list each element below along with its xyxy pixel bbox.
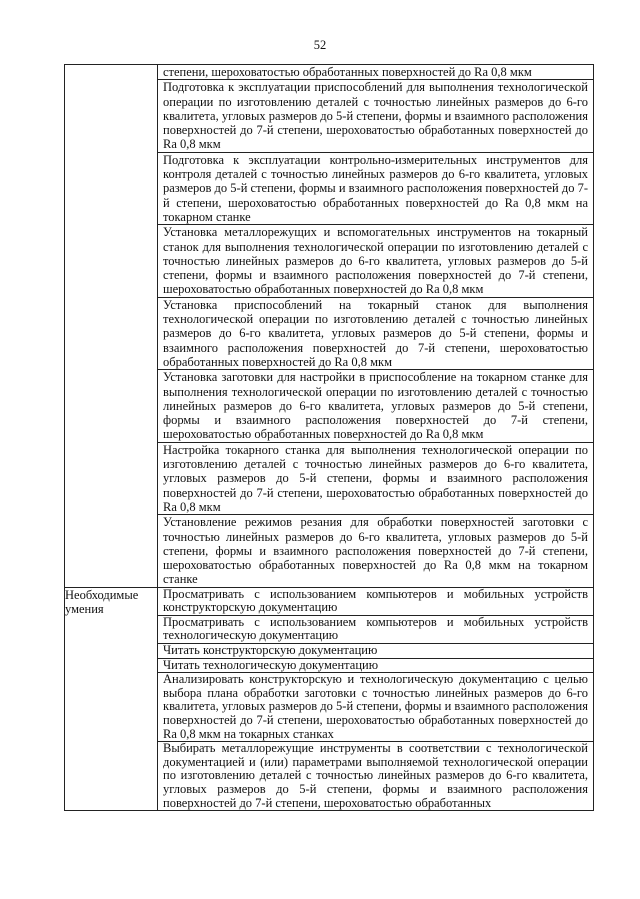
row-text: Выбирать металлорежущие инструменты в соответствии с технологической документацией и (или) параметрами выполняемой технологической операции по изготовлению деталей с точностью линейных размеров до 6-го квалитета, угловых размеров до 5-й степени, формы и взаимного расположения поверхностей до 7-й степени, шероховатостью обработанных bbox=[163, 741, 588, 810]
table-row bbox=[65, 587, 594, 615]
table-cell bbox=[158, 152, 594, 224]
table-cell bbox=[158, 65, 594, 80]
row-text: Установление режимов резания для обработки поверхностей заготовки с точностью линейных размеров до 6-го квалитета, угловых размеров до 5-й степени, формы и взаимного расположения поверхностей до 7-й степени, шероховатостью обработанных поверхностей до Ra 0,8 мкм на токарном станке bbox=[163, 515, 588, 587]
page-number: 52 bbox=[313, 38, 327, 52]
requirements-table bbox=[64, 64, 594, 811]
row-text: Подготовка к эксплуатации контрольно-измерительных инструментов для контроля деталей с точностью линейных размеров до 6-го квалитета, угловых размеров до 5-й степени, формы и взаимного расположения поверхностей до 7-й степени, шероховатостью обработанных поверхностей до Ra 0,8 мкм на токарном станке bbox=[163, 152, 588, 224]
table-cell bbox=[158, 615, 594, 643]
table-cell bbox=[158, 673, 594, 742]
row-text: Анализировать конструкторскую и технологическую документацию с целью выбора плана обработки заготовки с точностью линейных размеров до 6-го квалитета, угловых размеров до 5-й степени, формы и взаимного расположения поверхностей до 7-й степени, шероховатостью обработанных поверхностей до Ra 0,8 мкм на токарных станках bbox=[163, 672, 588, 741]
row-text: Настройка токарного станка для выполнения технологической операции по изготовлению деталей с точностью линейных размеров до 6-го квалитета, угловых размеров до 5-й степени, формы и взаимного расположения поверхностей до 7-й степени, шероховатостью обработанных поверхностей до Ra 0,8 мкм bbox=[163, 442, 588, 514]
table-cell bbox=[158, 742, 594, 811]
row-text: Читать конструкторскую документацию bbox=[163, 643, 378, 658]
row-text: Установка заготовки для настройки в приспособление на токарном станке для выполнения технологической операции по изготовлению деталей с точностью линейных размеров до 6-го квалитета, угловых размеров до 5-й степени, формы и взаимного расположения поверхностей до 7-й степени, шероховатостью обработанных поверхностей до Ra 0,8 мкм bbox=[163, 370, 588, 442]
table-cell bbox=[158, 587, 594, 615]
table-cell bbox=[158, 658, 594, 673]
row-text: Подготовка к эксплуатации приспособлений для выполнения технологической операции по изготовлению деталей с точностью линейных размеров до 6-го квалитета, угловых размеров до 5-й степени, формы и взаимного расположения поверхностей до 7-й степени, шероховатостью обработанных поверхностей до Ra 0,8 мкм bbox=[163, 80, 588, 152]
table-cell bbox=[158, 644, 594, 659]
skills-label: Необходимые умения bbox=[65, 587, 158, 811]
row-text: Читать технологическую документацию bbox=[163, 657, 379, 672]
row-text: Просматривать с использованием компьютеров и мобильных устройств технологическую документацию bbox=[163, 614, 588, 643]
row-text: Установка металлорежущих и вспомогательных инструментов на токарный станок для выполнения технологической операции по изготовлению деталей с точностью линейных размеров до 6-го квалитета, угловых размеров до 5-й степени, формы и взаимного расположения поверхностей до 7-й степени, шероховатостью обработанных поверхностей до Ra 0,8 мкм bbox=[163, 225, 588, 297]
table-cell bbox=[158, 80, 594, 152]
row-text: Просматривать с использованием компьютеров и мобильных устройств конструкторскую документацию bbox=[163, 586, 588, 615]
labor-actions-label-cell bbox=[65, 65, 158, 588]
table-cell bbox=[158, 225, 594, 297]
table-row bbox=[65, 65, 594, 80]
table-cell bbox=[158, 370, 594, 442]
row-text: Установка приспособлений на токарный станок для выполнения технологической операции по изготовлению деталей с точностью линейных размеров до 6-го квалитета, угловых размеров до 5-й степени, формы и взаимного расположения поверхностей до 7-й степени, шероховатостью обработанных поверхностей до Ra 0,8 мкм bbox=[163, 297, 588, 369]
row-text: степени, шероховатостью обработанных поверхностей до Ra 0,8 мкм bbox=[163, 65, 532, 79]
table-cell bbox=[158, 297, 594, 369]
table-cell bbox=[158, 515, 594, 587]
table-cell bbox=[158, 442, 594, 514]
